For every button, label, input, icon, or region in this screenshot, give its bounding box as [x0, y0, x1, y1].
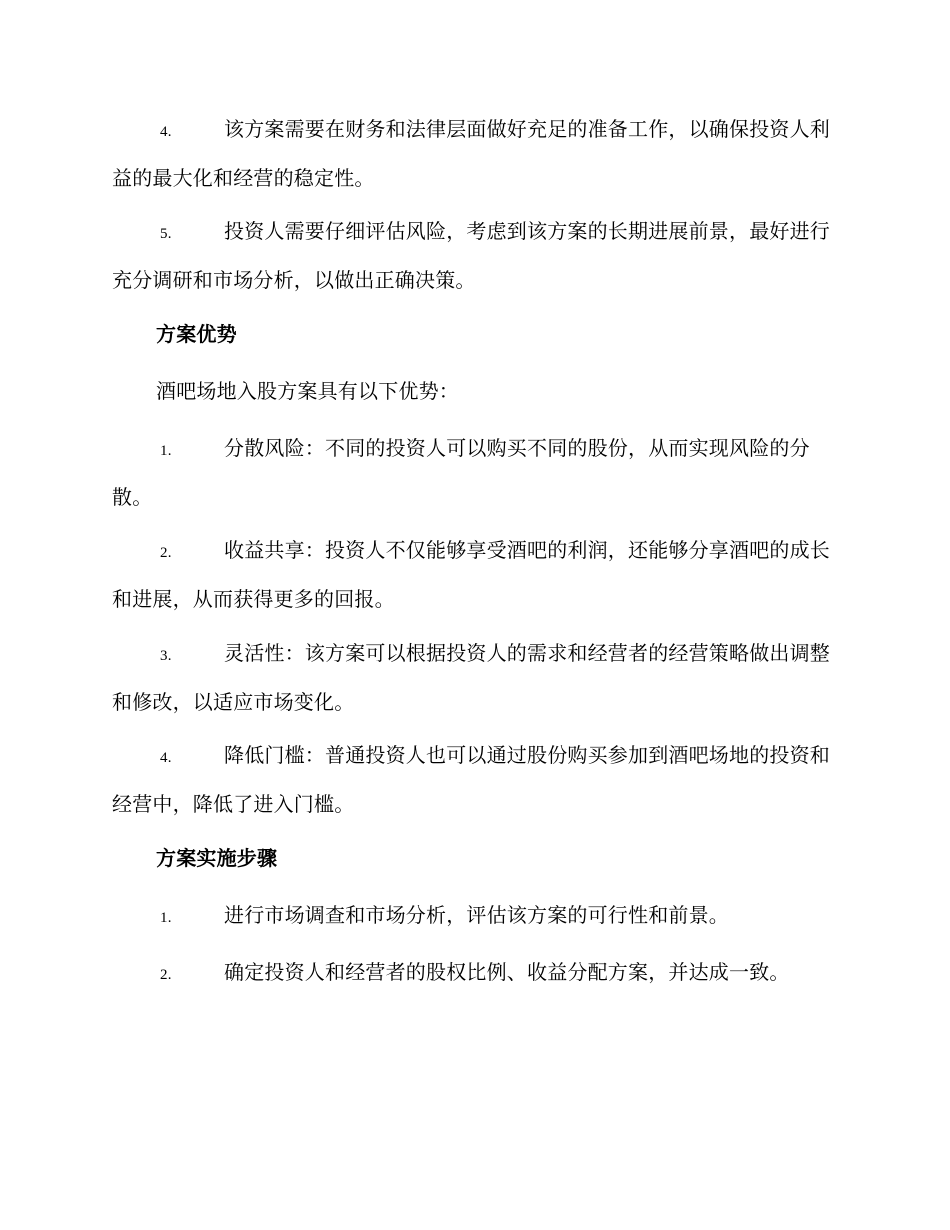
list-text: 灵活性：该方案可以根据投资人的需求和经营者的经营策略做出调整和修改，以适应市场变化。	[112, 641, 830, 714]
list-item	[112, 527, 834, 622]
list-number: 1.	[160, 910, 172, 926]
advantages-intro: 酒吧场地入股方案具有以下优势：	[156, 379, 459, 403]
section-heading-advantages: 方案优势	[156, 322, 237, 346]
list-item	[112, 208, 834, 303]
list-item	[112, 892, 834, 941]
list-number: 1.	[160, 443, 172, 459]
list-item	[112, 949, 834, 998]
list-item	[112, 732, 834, 827]
list-text: 收益共享：投资人不仅能够享受酒吧的利润，还能够分享酒吧的成长和进展，从而获得更多的回报。	[112, 538, 830, 611]
list-number: 5.	[160, 226, 172, 242]
list-number: 4.	[160, 750, 172, 766]
list-text: 投资人需要仔细评估风险，考虑到该方案的长期进展前景，最好进行充分调研和市场分析，以做出正确决策。	[112, 219, 830, 292]
list-text: 该方案需要在财务和法律层面做好充足的准备工作，以确保投资人利益的最大化和经营的稳定性。	[112, 117, 830, 190]
list-text: 进行市场调查和市场分析，评估该方案的可行性和前景。	[224, 903, 729, 927]
list-number: 4.	[160, 124, 172, 140]
list-number: 3.	[160, 648, 172, 664]
section-heading-steps: 方案实施步骤	[156, 846, 278, 870]
list-number: 2.	[160, 967, 172, 983]
list-text: 分散风险：不同的投资人可以购买不同的股份，从而实现风险的分散。	[112, 436, 810, 509]
list-item	[112, 106, 834, 201]
list-text: 确定投资人和经营者的股权比例、收益分配方案，并达成一致。	[224, 960, 790, 984]
list-item	[112, 425, 834, 520]
list-text: 降低门槛：普通投资人也可以通过股份购买参加到酒吧场地的投资和经营中，降低了进入门槛。	[112, 743, 830, 816]
list-item	[112, 630, 834, 725]
list-number: 2.	[160, 545, 172, 561]
